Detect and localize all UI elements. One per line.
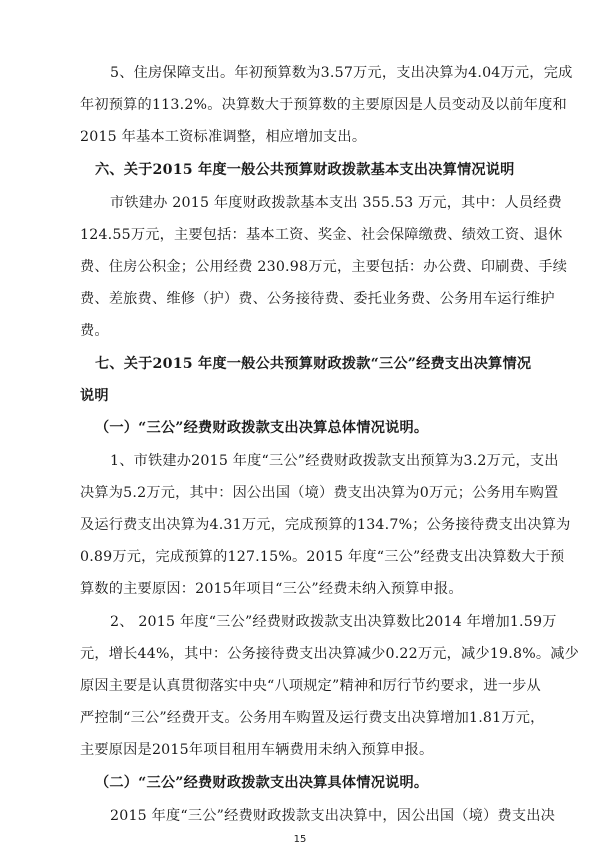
subsection-heading: （二）“三公”经费财政拨款支出决算具体情况说明。 <box>95 775 429 791</box>
section-heading: 七、关于2015 年度一般公共预算财政拨款“三公”经费支出决算情况 <box>95 356 532 372</box>
text-line: 元，增长44%，其中：公务接待费支出决算减少0.22万元，减少19.8%。减少 <box>80 646 580 662</box>
text-line: 5、住房保障支出。年初预算数为3.57万元，支出决算为4.04万元，完成 <box>110 65 573 81</box>
text-line: 2、 2015 年度“三公”经费财政拨款支出决算数比2014 年增加1.59万 <box>110 614 557 630</box>
text-line: 算数的主要原因：2015年项目“三公”经费未纳入预算申报。 <box>80 581 463 597</box>
text-line: 主要原因是2015年项目租用车辆费用未纳入预算申报。 <box>80 742 434 758</box>
subsection-heading: （一）“三公”经费财政拨款支出决算总体情况说明。 <box>95 420 429 436</box>
text-line: 2015 年度“三公”经费财政拨款支出决算中，因公出国（境）费支出决 <box>110 808 555 824</box>
text-line: 决算为5.2万元，其中：因公出国（境）费支出决算为0万元；公务用车购置 <box>80 485 559 501</box>
text-line: 原因主要是认真贯彻落实中央“八项规定”精神和厉行节约要求，进一步从 <box>80 678 541 694</box>
text-line: 1、市铁建办2015 年度“三公”经费财政拨款支出预算为3.2万元，支出 <box>110 453 559 469</box>
text-line: 费、差旅费、维修（护）费、公务接待费、委托业务费、公务用车运行维护 <box>80 291 555 307</box>
section-heading: 说明 <box>80 388 109 404</box>
text-line: 年初预算的113.2%。决算数大于预算数的主要原因是人员变动及以前年度和 <box>80 97 567 113</box>
text-line: 严控制“三公”经费开支。公务用车购置及运行费支出决算增加1.81万元， <box>80 710 545 726</box>
text-line: 费、住房公积金；公用经费 230.98万元，主要包括：办公费、印刷费、手续 <box>80 259 568 275</box>
text-line: 124.55万元，主要包括：基本工资、奖金、社会保障缴费、绩效工资、退休 <box>80 227 563 243</box>
section-heading: 六、关于2015 年度一般公共预算财政拨款基本支出决算情况说明 <box>95 162 515 178</box>
text-line: 费。 <box>80 323 109 339</box>
text-line: 及运行费支出决算为4.31万元，完成预算的134.7%；公务接待费支出决算为 <box>80 517 571 533</box>
page-number: 15 <box>293 834 307 845</box>
text-line: 2015 年基本工资标准调整，相应增加支出。 <box>80 129 367 145</box>
text-line: 市铁建办 2015 年度财政拨款基本支出 355.53 万元，其中：人员经费 <box>110 195 562 211</box>
text-line: 0.89万元，完成预算的127.15%。2015 年度“三公”经费支出决算数大于预 <box>80 549 565 565</box>
